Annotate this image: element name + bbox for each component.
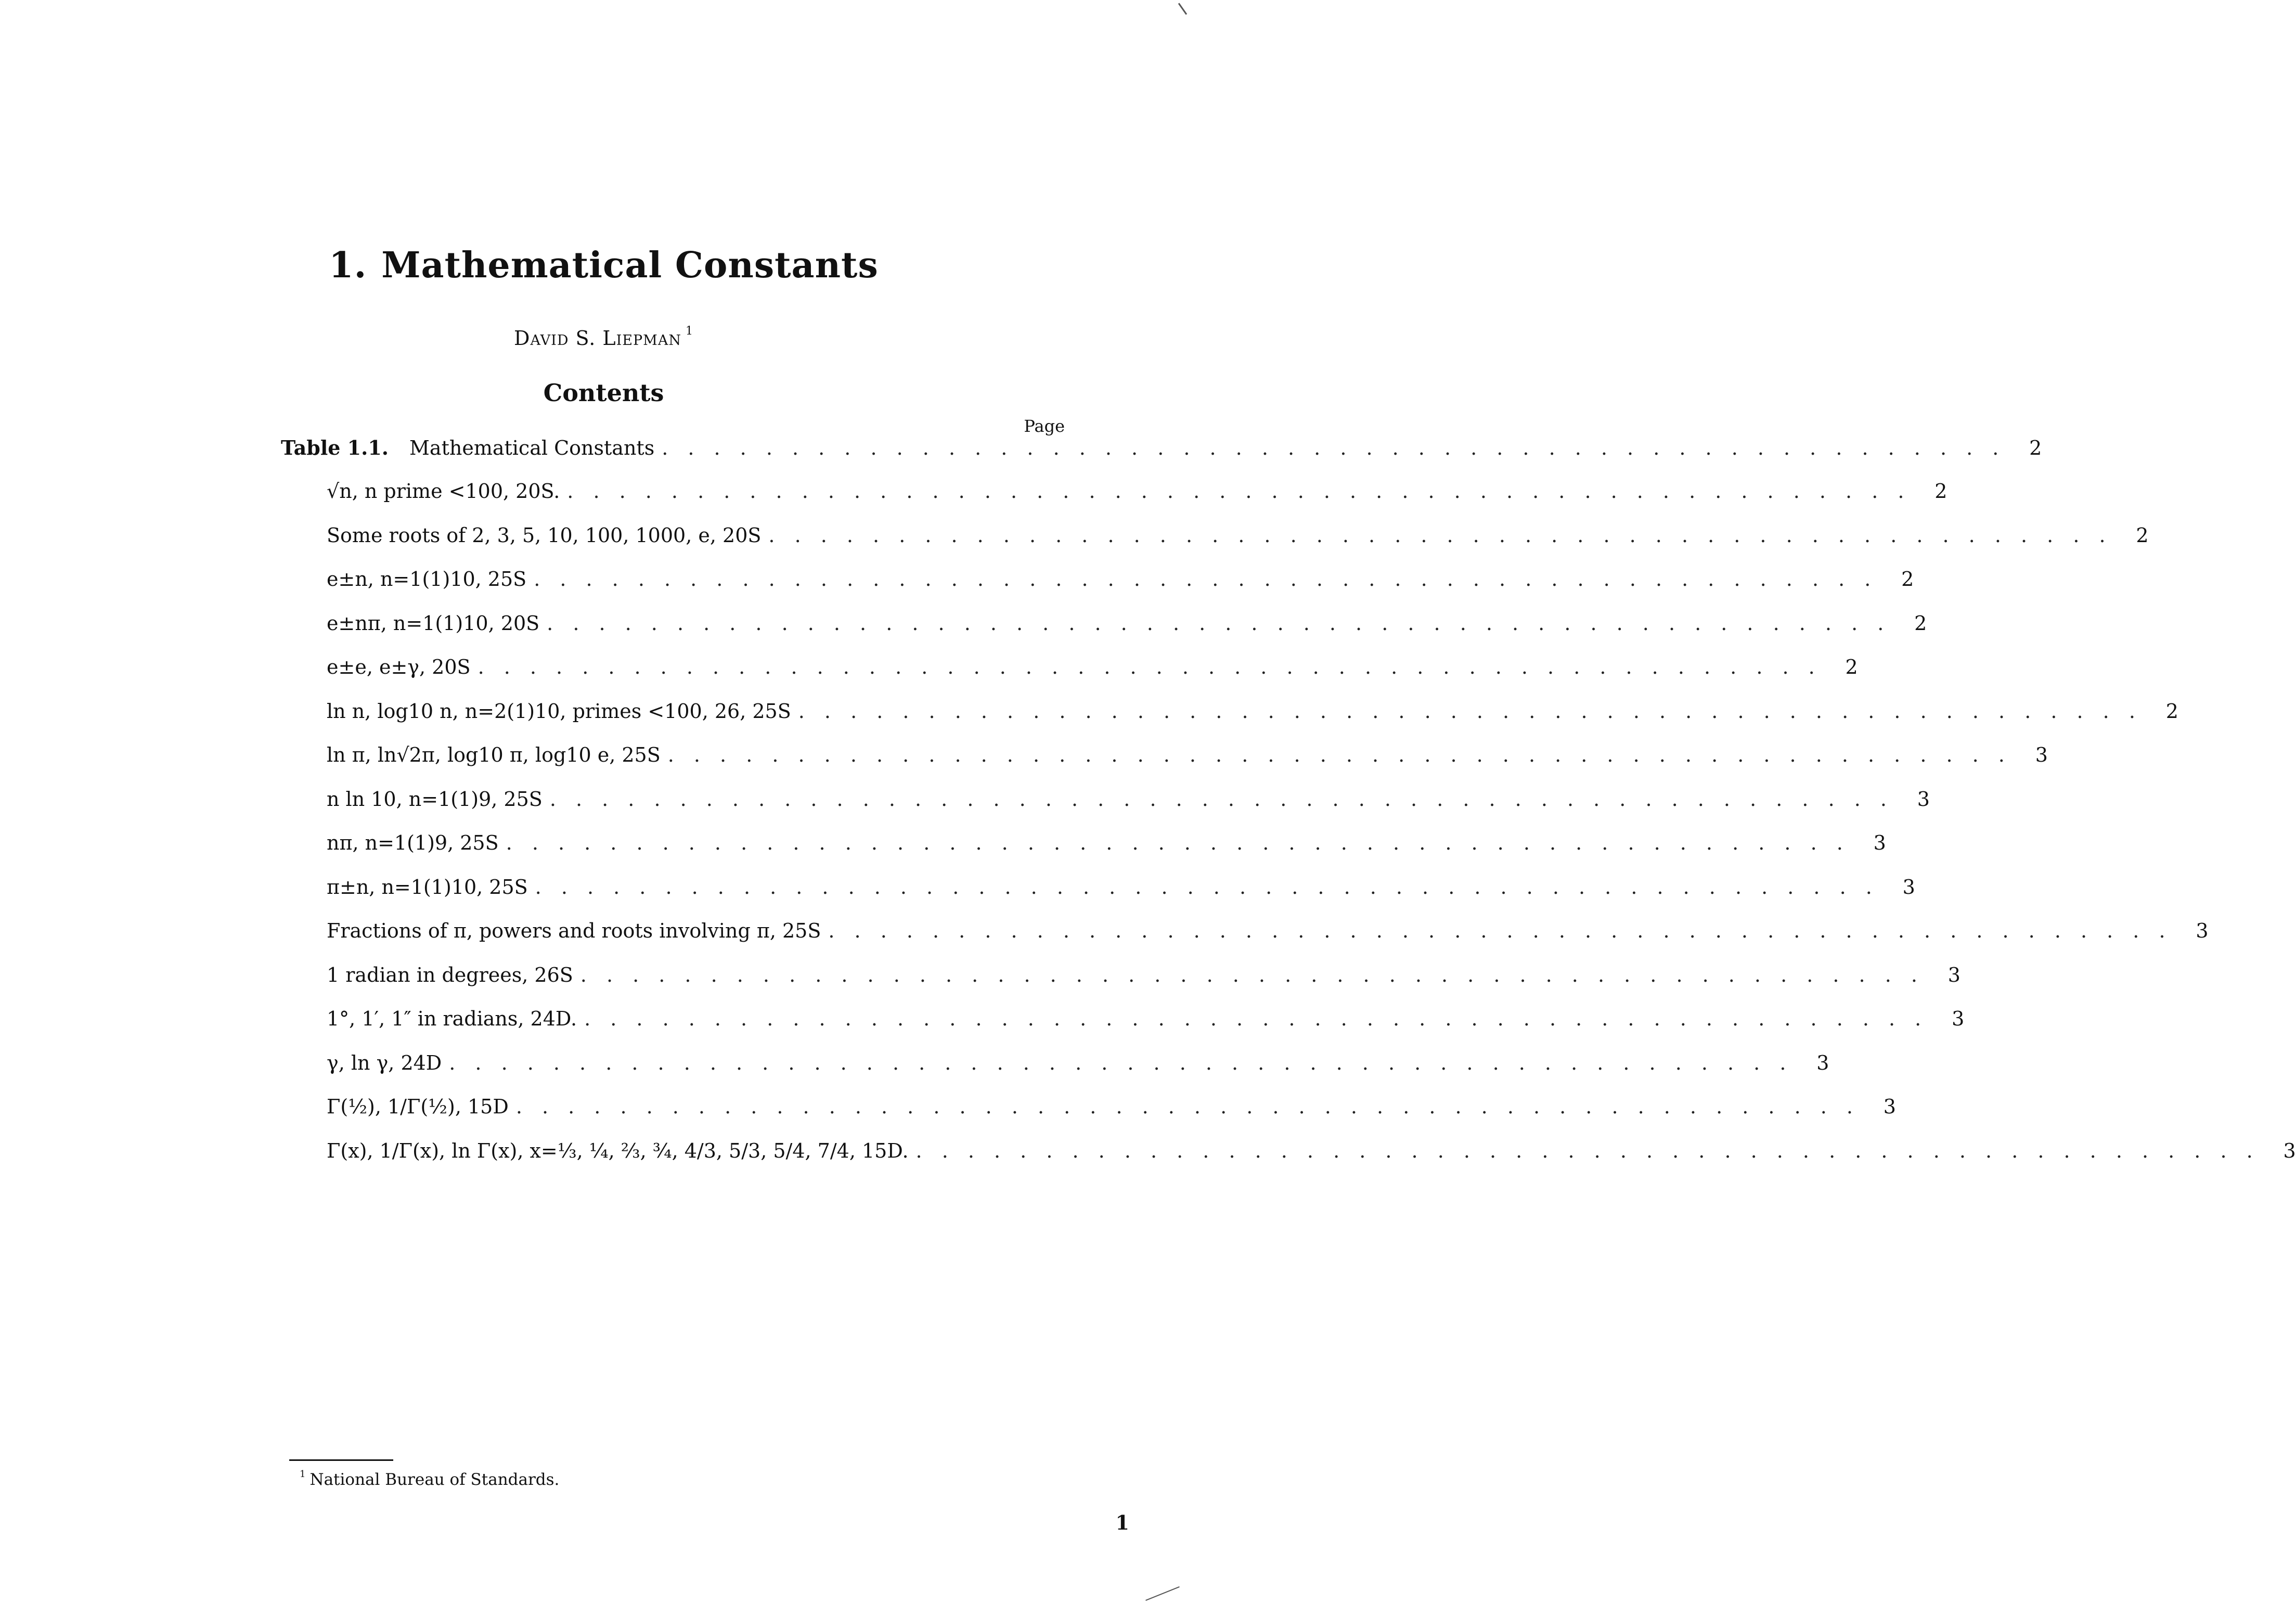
dot-leader: . . . . . . . . . . . . . . . . . . . . . . . . . . . . . . . . . . . . . . . . . . . . . . . . . . . . xyxy=(449,1051,1793,1074)
page-column-label: Page xyxy=(1024,416,1065,436)
toc-item-text: e±n, n=1(1)10, 25S xyxy=(327,568,527,591)
dot-leader: . . . . . . . . . . . . . . . . . . . . . . . . . . . . . . . . . . . . . . . . . . . . . . . . . . . . xyxy=(667,743,2011,766)
toc-page-number: 3 xyxy=(1816,1051,1829,1074)
toc-item-text: √n, n prime <100, 20S. xyxy=(327,480,560,503)
toc-page-number: 2 xyxy=(1914,612,1927,635)
dot-leader: . . . . . . . . . . . . . . . . . . . . . . . . . . . . . . . . . . . . . . . . . . . . . . . . . . . . xyxy=(915,1139,2260,1162)
toc-page-number: 3 xyxy=(2035,743,2048,766)
dot-leader: . . . . . . . . . . . . . . . . . . . . . . . . . . . . . . . . . . . . . . . . . . . . . . . . . . . . xyxy=(798,700,2142,723)
toc-item xyxy=(327,788,1930,819)
dot-leader: . . . . . . . . . . . . . . . . . . . . . . . . . . . . . . . . . . . . . . . . . . . . . . . . . . . . xyxy=(506,831,1850,854)
toc-item-text: ln π, ln√2π, log10 π, log10 e, 25S xyxy=(327,743,661,766)
toc-item xyxy=(327,1095,1896,1126)
toc-item-text: 1 radian in degrees, 26S xyxy=(327,964,573,986)
dot-leader: . . . . . . . . . . . . . . . . . . . . . . . . . . . . . . . . . . . . . . . . . . . . . . . . . . . . xyxy=(567,480,1911,503)
dot-leader: . . . . . . . . . . . . . . . . . . . . . . . . . . . . . . . . . . . . . . . . . . . . . . . . . . . . xyxy=(515,1095,1860,1118)
chapter-title xyxy=(0,245,1207,286)
contents-heading: Contents xyxy=(543,379,664,407)
dot-leader: . . . . . . . . . . . . . . . . . . . . . . . . . . . . . . . . . . . . . . . . . . . . . . . . . . . . xyxy=(534,568,1878,591)
dot-leader: . . . . . . . . . . . . . . . . . . . . . . . . . . . . . . . . . . . . . . . . . . . . . . . . . . . . xyxy=(547,612,1891,635)
toc-item xyxy=(327,1139,2296,1171)
toc-page-number: 2 xyxy=(1845,656,1858,678)
toc-page-number: 2 xyxy=(2165,700,2178,723)
dot-leader: . . . . . . . . . . . . . . . . . . . . . . . . . . . . . . . . . . . . . . . . . . . . . . . . . . . . xyxy=(584,1007,1928,1030)
toc-page-number: 3 xyxy=(2283,1139,2296,1162)
dot-leader: . . . . . . . . . . . . . . . . . . . . . . . . . . . . . . . . . . . . . . . . . . . . . . . . . . . . xyxy=(535,876,1879,899)
toc-item xyxy=(327,1007,1965,1038)
toc-page-number: 3 xyxy=(1873,831,1886,854)
toc-item xyxy=(327,964,1960,995)
toc-page-number: 2 xyxy=(1934,480,1947,503)
toc-item-text: n ln 10, n=1(1)9, 25S xyxy=(327,788,543,811)
toc-item xyxy=(327,568,1914,599)
toc-item xyxy=(327,700,2178,731)
toc-item xyxy=(327,876,1915,907)
dot-leader: . . . . . . . . . . . . . . . . . . . . . . . . . . . . . . . . . . . . . . . . . . . . . . . . . . . . xyxy=(768,524,2112,547)
toc-item-text: Γ(½), 1/Γ(½), 15D xyxy=(327,1095,509,1118)
toc-item xyxy=(327,831,1886,863)
toc-item xyxy=(327,1051,1829,1083)
toc-table-entry xyxy=(281,436,2042,467)
toc-item-text: γ, ln γ, 24D xyxy=(327,1051,442,1074)
dot-leader: . . . . . . . . . . . . . . . . . . . . . . . . . . . . . . . . . . . . . . . . . . . . . . . . . . . . xyxy=(828,919,2172,942)
dot-leader: . . . . . . . . . . . . . . . . . . . . . . . . . . . . . . . . . . . . . . . . . . . . . . . . . . . . xyxy=(549,788,1893,811)
author-name: David S. Liepman xyxy=(514,327,681,350)
author-line xyxy=(0,327,1207,350)
dot-leader: . . . . . . . . . . . . . . . . . . . . . . . . . . . . . . . . . . . . . . . . . . . . . . . . . . . . xyxy=(662,437,2006,459)
toc-item xyxy=(327,919,2209,951)
toc-table-title: Mathematical Constants xyxy=(409,437,655,459)
toc-item-text: e±nπ, n=1(1)10, 20S xyxy=(327,612,540,635)
toc-page-number: 3 xyxy=(1952,1007,1965,1030)
toc-item-text: nπ, n=1(1)9, 25S xyxy=(327,831,499,854)
toc-item-text: 1°, 1′, 1″ in radians, 24D. xyxy=(327,1007,577,1030)
toc-page-number: 3 xyxy=(1883,1095,1896,1118)
toc-item-text: Fractions of π, powers and roots involving π, 25S xyxy=(327,919,821,942)
toc-item-text: e±e, e±γ, 20S xyxy=(327,656,471,678)
toc-page-number: 2 xyxy=(2136,524,2149,547)
toc-item xyxy=(327,612,1927,643)
toc-table-label: Table 1.1. xyxy=(281,436,389,459)
toc-item xyxy=(327,480,1947,511)
toc-item xyxy=(327,656,1858,687)
page-number: 1 xyxy=(1115,1511,1129,1534)
toc-page-number: 2 xyxy=(2029,437,2042,459)
chapter-title-text: Mathematical Constants xyxy=(381,245,879,286)
footnote-rule xyxy=(289,1459,393,1461)
toc-item xyxy=(327,743,2048,775)
dot-leader: . . . . . . . . . . . . . . . . . . . . . . . . . . . . . . . . . . . . . . . . . . . . . . . . . . . . xyxy=(478,656,1822,678)
toc-page-number: 3 xyxy=(2196,919,2209,942)
dot-leader: . . . . . . . . . . . . . . . . . . . . . . . . . . . . . . . . . . . . . . . . . . . . . . . . . . . . xyxy=(580,964,1924,986)
footnote-marker: 1 xyxy=(300,1468,306,1480)
chapter-number: 1. xyxy=(329,245,367,286)
toc-item-text: Γ(x), 1/Γ(x), ln Γ(x), x=⅓, ¼, ⅔, ¾, 4/3, 5/3, 5/4, 7/4, 15D. xyxy=(327,1139,909,1162)
scan-mark xyxy=(1145,1586,1180,1601)
footnote-text: National Bureau of Standards. xyxy=(309,1470,560,1489)
toc-item-text: ln n, log10 n, n=2(1)10, primes <100, 26, 25S xyxy=(327,700,791,723)
author-footnote-ref: 1 xyxy=(685,325,693,338)
toc-page-number: 3 xyxy=(1917,788,1930,811)
footnote xyxy=(300,1470,559,1489)
toc-page-number: 3 xyxy=(1902,876,1915,899)
toc-item xyxy=(327,524,2149,555)
toc-item-text: π±n, n=1(1)10, 25S xyxy=(327,876,528,899)
toc-page-number: 3 xyxy=(1947,964,1960,986)
toc-page-number: 2 xyxy=(1901,568,1914,591)
scan-mark xyxy=(1178,3,1187,15)
toc-item-text: Some roots of 2, 3, 5, 10, 100, 1000, e, 20S xyxy=(327,524,762,547)
